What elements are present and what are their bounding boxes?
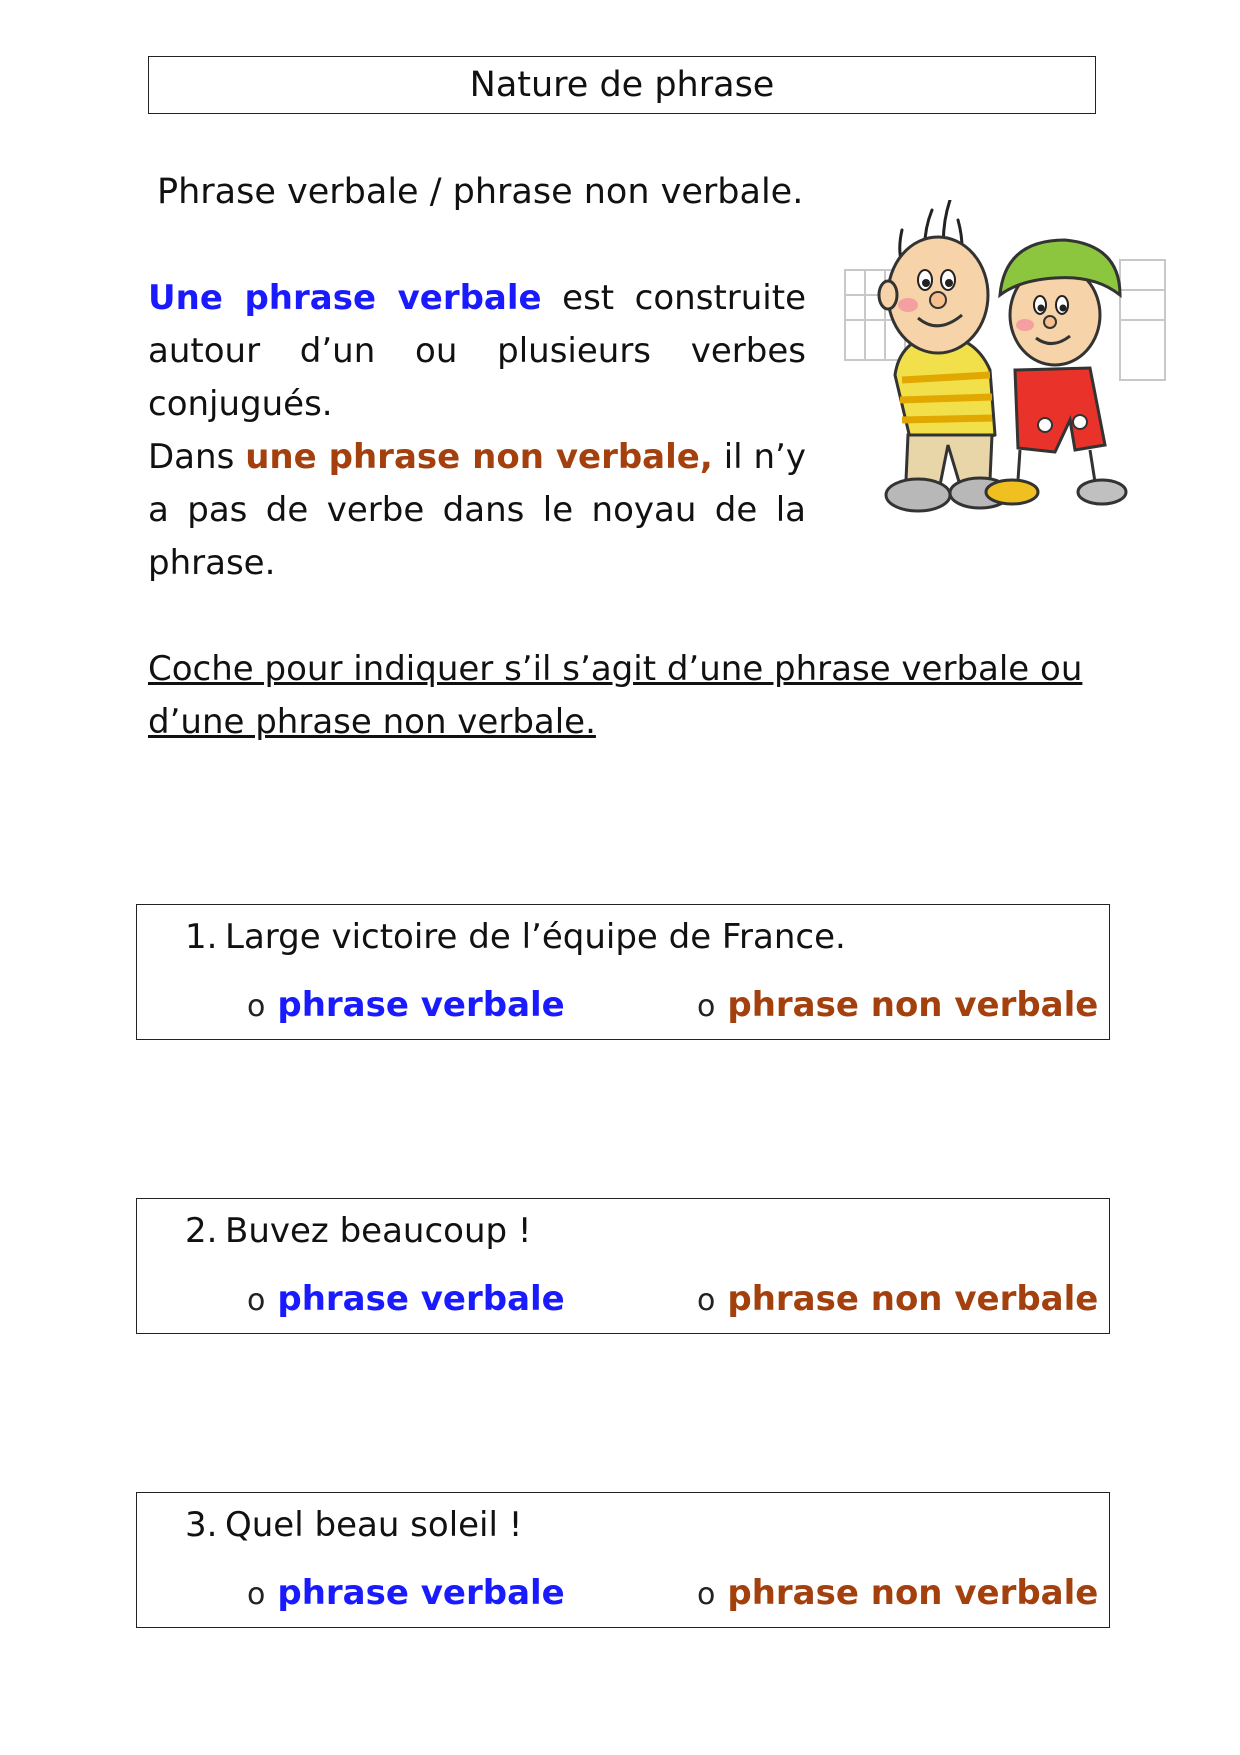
checkbox-circle-icon[interactable]: o — [697, 1577, 716, 1612]
option-nonverbal-label: phrase non verbale — [727, 1279, 1099, 1319]
exercise-sentence — [185, 917, 846, 957]
exercise-sentence — [185, 1211, 532, 1251]
option-verbal-label: phrase verbale — [277, 1573, 565, 1613]
verbal-definition: est construite autour d’un ou plusieurs verbes conjugués. — [148, 278, 806, 424]
checkbox-circle-icon[interactable]: o — [697, 1283, 716, 1318]
definition-paragraph — [148, 272, 806, 590]
page-title — [148, 56, 1096, 114]
option-verbal-label: phrase verbale — [277, 985, 565, 1025]
exercise-number: 3. — [185, 1505, 218, 1545]
exercise-text: Buvez beaucoup ! — [225, 1211, 532, 1251]
exercise-2 — [136, 1198, 1110, 1334]
exercise-1 — [136, 904, 1110, 1040]
instruction: Coche pour indiquer s’il s’agit d’une phrase verbale ou d’une phrase non verbale. — [148, 649, 1083, 742]
children-illustration — [840, 200, 1170, 520]
exercise-number: 2. — [185, 1211, 218, 1251]
checkbox-circle-icon[interactable]: o — [697, 989, 716, 1024]
option-nonverbal-label: phrase non verbale — [727, 1573, 1099, 1613]
option-verbal-label: phrase verbale — [277, 1279, 565, 1319]
exercise-3 — [136, 1492, 1110, 1628]
option-nonverbal[interactable] — [697, 1573, 1098, 1613]
checkbox-circle-icon[interactable]: o — [247, 1577, 266, 1612]
exercise-text: Quel beau soleil ! — [225, 1505, 523, 1545]
subtitle: Phrase verbale / phrase non verbale. — [157, 172, 804, 212]
exercise-text: Large victoire de l’équipe de France. — [225, 917, 846, 957]
nonverbal-definition: il n’y a pas de verbe dans le noyau de la phrase. — [148, 437, 806, 583]
exercise-sentence — [185, 1505, 522, 1545]
page-title-text: Nature de phrase — [469, 65, 775, 105]
option-verbal[interactable] — [247, 985, 565, 1025]
option-nonverbal-label: phrase non verbale — [727, 985, 1099, 1025]
nonverbal-term: une phrase non verbale, — [245, 437, 713, 477]
verbal-term: Une phrase verbale — [148, 278, 542, 318]
nonverbal-intro: Dans — [148, 437, 246, 477]
checkbox-circle-icon[interactable]: o — [247, 1283, 266, 1318]
exercise-number: 1. — [185, 917, 218, 957]
option-nonverbal[interactable] — [697, 985, 1098, 1025]
checkbox-circle-icon[interactable]: o — [247, 989, 266, 1024]
option-verbal[interactable] — [247, 1573, 565, 1613]
option-nonverbal[interactable] — [697, 1279, 1098, 1319]
option-verbal[interactable] — [247, 1279, 565, 1319]
